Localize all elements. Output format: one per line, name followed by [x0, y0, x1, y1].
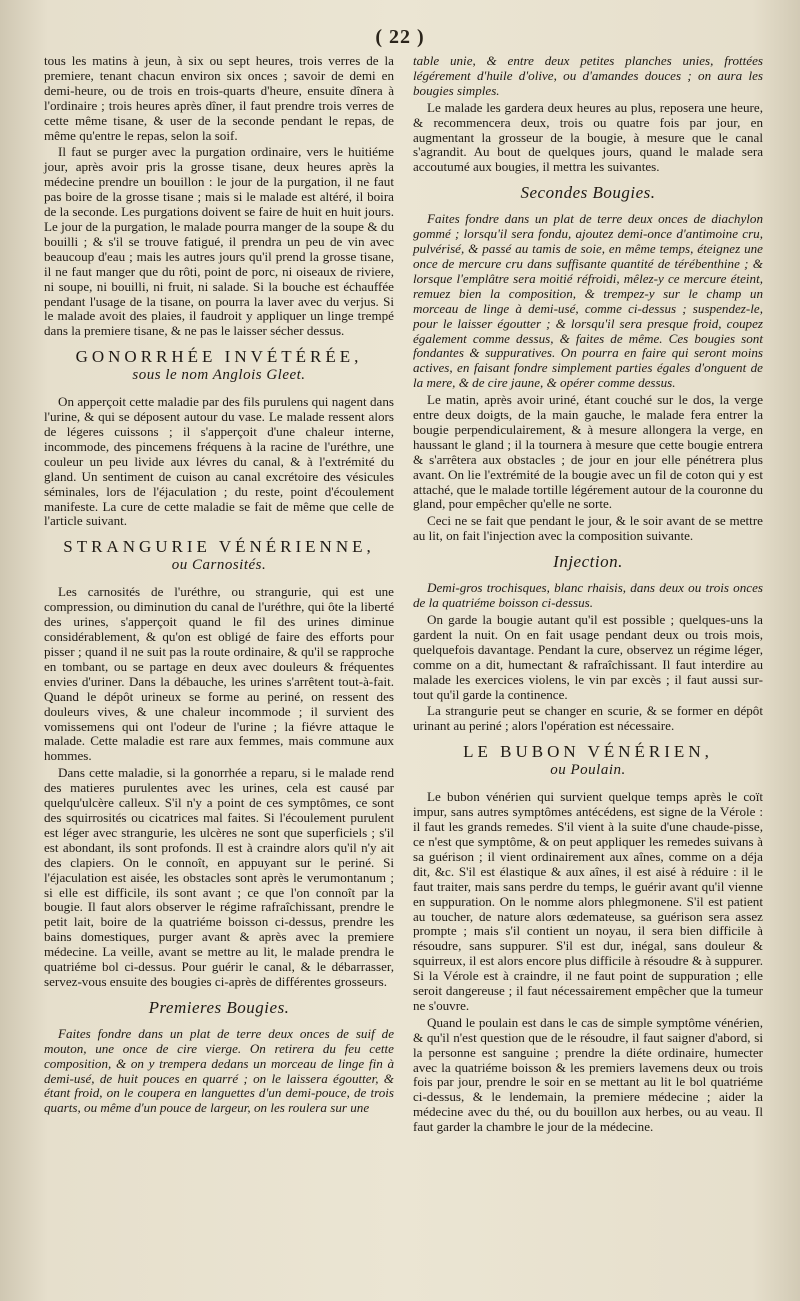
recipe-paragraph: Faites fondre dans un plat de terre deux onces de diachylon gommé ; lorsqu'il sera fondu, ajoutez demi-once d'antimoine cru, pulvérisé, & passé au tamis de soie, en même temps, éteignez une once de mercure cru dans suffisante quantité de térébenthine ; & lorsque l'emplâtre sera moitié réfroidi, mêlez-y ce mercure éteint, remuez bien la composition, & trempez-y sur le champ un morceau de linge à demi-usé, comme ci-dessus ; suspendez-le, pour le laisser égoutter ; & lorsqu'il sera presque froid, coupez également comme dessus, & faites de même. Ces bougies sont fondantes & suppuratives. On pourra en faire qui seront moins actives, en faisant fondre simplement parties égales d'onguent de la mere, & de cire jaune, & opérer comme dessus. — [413, 211, 763, 391]
heading-title: LE BUBON VÉNÉRIEN, — [463, 742, 713, 762]
paragraph: Le matin, après avoir uriné, étant couché sur le dos, la verge entre deux doigts, de la main gauche, le malade fera entrer la bougie perpendiculairement, & à mesure allongera la verge, en haussant le gland ; il la tournera à mesure que cette bougie entrera & s'arrêtera aux obstacles ; de jour en jour elle pénétrera plus avant. On lie l'extrémité de la bougie avec un fil de coton qui y est attaché, que le malade tortille légérement autour de la couronne du gland, pour empêcher qu'elle ne sorte. — [413, 392, 763, 512]
section-heading-gonorrhee — [44, 347, 394, 385]
section-heading-strangurie — [44, 537, 394, 575]
heading-title: Secondes Bougies. — [520, 183, 656, 203]
heading-title: Premieres Bougies. — [148, 997, 290, 1017]
heading-subtitle: sous le nom Anglois Gleet. — [132, 367, 306, 384]
heading-title: STRANGURIE VÉNÉRIENNE, — [63, 537, 375, 557]
paragraph: Ceci ne se fait que pendant le jour, & le soir avant de se mettre au lit, on fait l'injection avec la composition suivante. — [413, 513, 763, 544]
section-heading-injection — [413, 552, 763, 571]
paragraph: Il faut se purger avec la purgation ordinaire, vers le huitiéme jour, après avoir pris la grosse tisane, deux heures après la médecine prendre un bouillon : le jour de la purgation, il ne faut pas boire de la grosse tisane ; mais si le malade est altéré, il boira de la seconde. Les purgations doivent se faire de huit en huit jours. Le jour de la purgation, le malade pourra manger de la soupe & du bouilli ; & s'il se trouve fatigué, il prendra un peu de vin avec beaucoup d'eau ; mais les autres jours qu'il prend la grosse tisane, il ne faut manger que du rôti, point de porc, ni oiseaux de riviere, ni soupe, ni bouilli, ni fruit, ni salade. Si la bouche est échauffée pendant l'usage de la tisane, on pourra la laver avec du verjus. Si le malade avoit des plaies, il faudroit y appliquer un linge trempé dans la premiere tisane, & ne pas le laisser sécher dessus. — [44, 144, 394, 339]
paragraph: tous les matins à jeun, à six ou sept heures, trois verres de la premiere, tenant chacun environ six onces ; savoir de demi en demi-heure, ou de trois en trois-quarts d'heure, ensuite dînera à l'ordinaire ; trois heures après dîner, il faut prendre trois verres de cette même tisane, & user de la seconde pendant le repas, de même qu'entre le repas, selon la soif. — [44, 53, 394, 143]
heading-title: Injection. — [553, 552, 623, 572]
heading-subtitle: ou Poulain. — [550, 762, 626, 779]
paragraph: Le malade les gardera deux heures au plus, reposera une heure, & recommencera deux, trois ou quatre fois par jour, en augmentant la grosseur de la bougie, à mesure que le canal s'agrandit. Au bout de quelques jours, quand le malade sera accoutumé aux bougies, il mettra les suivantes. — [413, 99, 763, 175]
right-column — [413, 54, 763, 1137]
paragraph: La strangurie peut se changer en scurie, & se former en dépôt urinant au periné ; alors l'opération est nécessaire. — [413, 703, 763, 734]
heading-title: GONORRHÉE INVÉTÉRÉE, — [75, 347, 363, 367]
paragraph: On apperçoit cette maladie par des fils purulens qui nagent dans l'urine, & qui se déposent autour du vase. Le malade ressent alors de légeres cuissons ; il s'apperçoit d'une chaleur interne, incommode, des pincemens fréquens à la racine de l'uréthre, une couleur un peu livide aux lévres du canal, & à l'extrémité du gland. Un sentiment de cuison au canal excrétoire des vésicules séminales, lors de l'éjaculation ; du reste, point d'écoulement manifeste. La cure de cette maladie se fait de même que celle de l'article suivant. — [44, 394, 394, 529]
section-heading-premieres-bougies — [44, 998, 394, 1017]
recipe-paragraph: table unie, & entre deux petites planches unies, frottées légérement d'huile d'olive, ou d'amandes douces ; on aura les bougies simples. — [413, 53, 763, 98]
paragraph: Les carnosités de l'uréthre, ou strangurie, qui est une compression, ou diminution du canal de l'uréthre, qui ôte la liberté des urines, s'apperçoit quand le fil des urines diminue considérablement, & qu'on est obligé de faire des efforts pour pisser ; quand il ne suit pas la route ordinaire, & qu'il se rapproche en tombant, ou se partage en deux avec douleurs & fréquentes envies d'uriner. Dans la débauche, les urines s'arrêtent tout-à-fait. Quand le dépôt urineux se forme au periné, on ressent des douleurs vives, & une chaleur incommode ; il survient des vomissemens qui ont l'odeur de l'urine ; la fiévre attaque le malade. Cette maladie est rare aux femmes, mais commune aux hommes. — [44, 584, 394, 764]
page-number: ( 22 ) — [375, 26, 425, 48]
paragraph: Dans cette maladie, si la gonorrhée a reparu, si le malade rend des matieres purulentes avec les urines, cela est causé par quelqu'ulcère calleux. S'il n'y a point de ces symptômes, ce sont des squirrosités ou cicatrices mal faites. Si l'écoulement purulent est léger avec strangurie, les ulcères ne sont que superficiels ; s'il est abondant, ils sont profonds. Il est à craindre alors qu'il n'y ait des clapiers. On le connoît, en appuyant sur le periné. Si l'éjaculation est aisée, les obstacles sont après le verumontanum ; si elle est difficile, ils sont avant ; ce que l'on connoît par la bougie. Il faut alors observer le régime rafraîchissant, prendre le petit lait, boire de la quatriéme boisson ci-dessus, prendre les bains domestiques, purger avant & après avec la premiere médecine. La veille, avant se mettre au lit, le malade prendra le quatriéme bol ci-dessus. Pour guérir le canal, & le débarrasser, servez-vous ensuite des bougies ci-après de différentes grosseurs. — [44, 765, 394, 989]
section-heading-secondes-bougies — [413, 183, 763, 202]
paragraph: Le bubon vénérien qui survient quelque temps après le coït impur, sans autres symptômes antécédens, est signe de la Vérole : il faut les grands remedes. S'il vient à la suite d'une chaude-pisse, ce n'est que symptôme, & on peut appliquer les remedes suivans à sa guérison ; il vient ordinairement aux aînes, comme on a déja dit, &c. S'il est élastique & aux aînes, il est aisé à réduire : il le faut traiter, mais sans perdre du temps, le guérir avant qu'il vienne en suppuration. On le nomme alors phlegmonene. S'il est patient au toucher, de nature alors œdemateuse, sa guérison sera assez prompte ; mais s'il contient un noyau, il sera bien difficile à résoudre, sans suppurer. S'il est dur, inégal, sans douleur & squirreux, il est alors encore plus difficile à résoudre & à suppurer. Si la Vérole est à craindre, il ne faut point de suppuration ; elle seroit dangereuse ; il faut nécessairement empêcher que la tumeur ne s'ouvre. — [413, 789, 763, 1013]
heading-subtitle: ou Carnosités. — [171, 557, 267, 574]
recipe-paragraph: Demi-gros trochisques, blanc rhaisis, dans deux ou trois onces de la quatriéme boisson ci-dessus. — [413, 580, 763, 611]
recipe-paragraph: Faites fondre dans un plat de terre deux onces de suif de mouton, une once de cire vierge. On retirera du feu cette composition, & on y trempera dedans un morceau de linge fin à demi-usé, de huit pouces en quarré ; on le laissera égoutter, & étant froid, on le coupera en languettes d'un demi-pouce, de trois quarts, ou même d'un pouce de largeur, on les roulera sur une — [44, 1025, 394, 1116]
paragraph: On garde la bougie autant qu'il est possible ; quelques-uns la gardent la nuit. On en fait usage pendant deux ou trois mois, quelquefois davantage. Pendant la cure, observez un régime léger, comme on a dit, humectant & rafraîchissant. Il faut interdire au malade les exercices violens, le vin par excès ; il faut aussi sur-tout qu'il garde la continence. — [413, 612, 763, 702]
left-column — [44, 54, 394, 1118]
paragraph: Quand le poulain est dans le cas de simple symptôme vénérien, & qu'il n'est question que de le résoudre, il faut saigner d'abord, si la personne est sanguine ; prendre la diéte ordinaire, humecter avec la quatriéme boisson & les premiers lavemens deux ou trois fois par jour, prendre le soir en se mettant au lit le bol quatriéme ci-dessus, & le lendemain, la premiere médecine ; aider la médecine avec du thé, ou du bouillon aux herbes, ou au veau. Il faut garder la chambre le jour de la médecine. — [413, 1014, 763, 1135]
section-heading-bubon — [413, 742, 763, 780]
